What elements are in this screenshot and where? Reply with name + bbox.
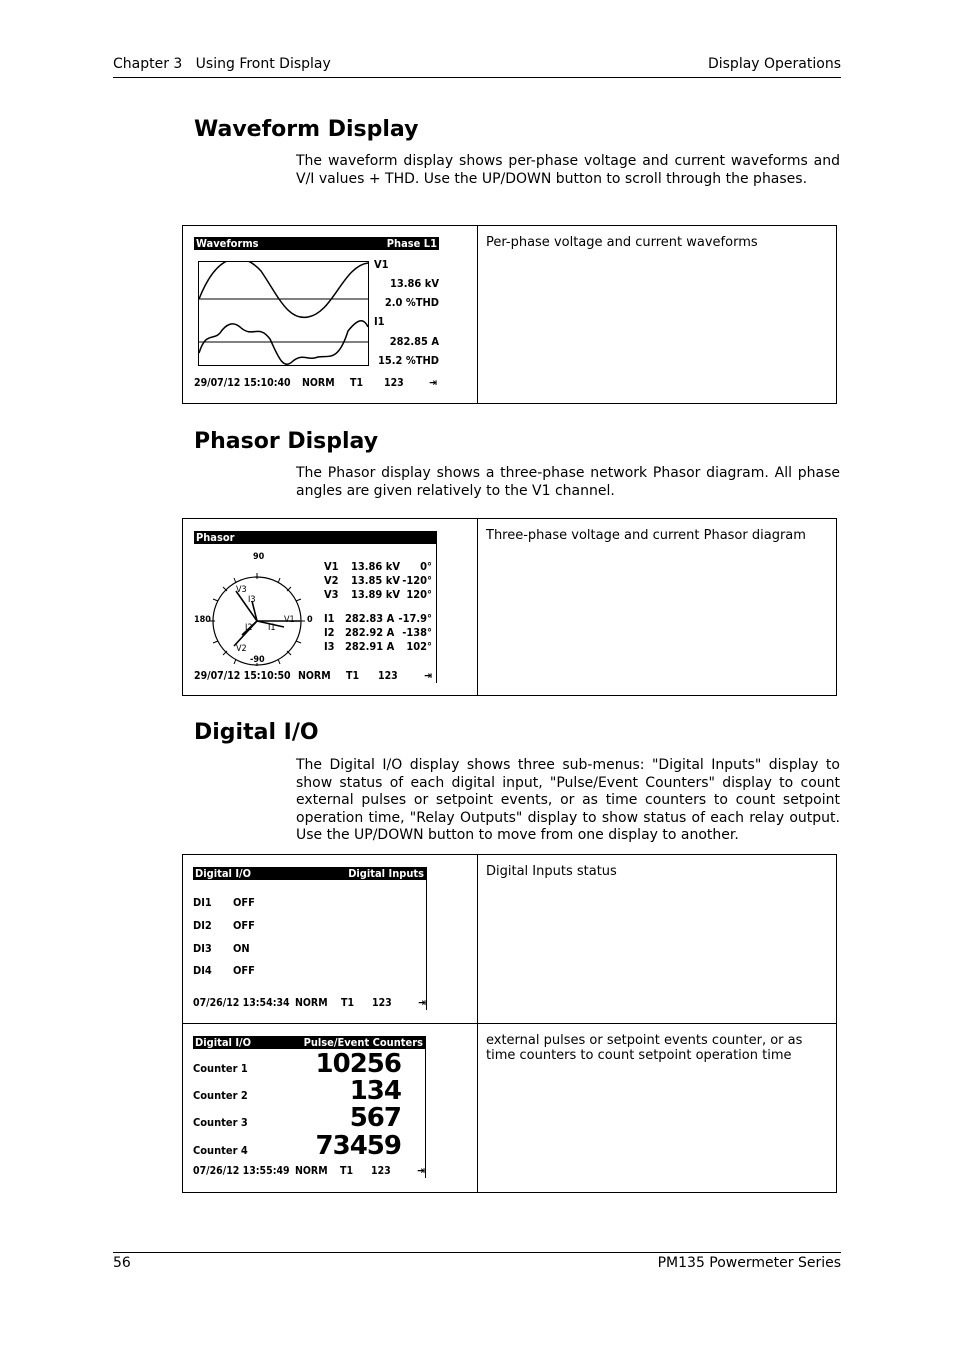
row-angle: 102° xyxy=(406,640,432,653)
screen-title-right: Pulse/Event Counters xyxy=(303,1036,423,1049)
screen-title: Phasor xyxy=(196,531,235,544)
counter-name: Counter 2 xyxy=(193,1089,248,1102)
section-label: Display Operations xyxy=(707,56,841,72)
digital-inputs-screen xyxy=(193,867,427,1010)
status-mode: NORM xyxy=(295,997,328,1009)
product-name: PM135 Powermeter Series xyxy=(657,1255,841,1271)
row-angle: 0° xyxy=(420,560,432,573)
status-datetime: 29/07/12 15:10:50 xyxy=(194,670,291,682)
screen-title: Digital I/O xyxy=(195,867,252,880)
counter-value: 567 xyxy=(349,1103,401,1133)
row-value: 13.86 kV xyxy=(351,560,400,573)
row-angle: -17.9° xyxy=(398,612,432,625)
digital-heading: Digital I/O xyxy=(194,720,319,745)
scroll-arrow-icon: ⇥ xyxy=(424,670,432,682)
di-state: OFF xyxy=(233,964,255,977)
waveform-screen xyxy=(194,237,439,390)
v2-vector-label: V2 xyxy=(236,644,247,654)
status-tariff: T1 xyxy=(341,997,355,1009)
row-angle: -120° xyxy=(402,574,432,587)
deg-minus-90-label: -90 xyxy=(250,655,265,665)
status-phase: 123 xyxy=(384,377,404,389)
i1-vector-label: I1 xyxy=(268,623,276,633)
waveform-figure-table xyxy=(182,225,837,404)
status-tariff: T1 xyxy=(350,377,364,389)
status-mode: NORM xyxy=(302,377,335,389)
row-name: I3 xyxy=(324,640,335,653)
row-name: V2 xyxy=(324,574,339,587)
screen-title-bar xyxy=(193,867,426,880)
row-name: V1 xyxy=(324,560,339,573)
phasor-image-cell xyxy=(183,519,478,696)
status-datetime: 07/26/12 13:54:34 xyxy=(193,997,290,1009)
chapter-label: Chapter 3 Using Front Display xyxy=(113,56,331,72)
row-angle: 120° xyxy=(406,588,432,601)
i-value: 282.85 A xyxy=(389,335,439,348)
status-bar xyxy=(194,376,439,390)
scroll-arrow-icon: ⇥ xyxy=(417,1165,425,1177)
screen-title: Digital I/O xyxy=(195,1036,252,1049)
counter-value: 134 xyxy=(349,1076,401,1106)
scroll-arrow-icon: ⇥ xyxy=(429,377,437,389)
status-datetime: 29/07/12 15:10:40 xyxy=(194,377,291,389)
screen-title-right: Phase L1 xyxy=(386,237,437,250)
phasor-diagram xyxy=(194,551,319,666)
phasor-figure-table xyxy=(182,518,837,696)
deg-0-label: 0 xyxy=(307,615,313,625)
screen-title-right: Digital Inputs xyxy=(348,867,424,880)
voltage-wave xyxy=(199,261,368,317)
counter-value: 73459 xyxy=(315,1131,401,1161)
screen-title-bar xyxy=(193,1036,425,1049)
status-mode: NORM xyxy=(298,670,331,682)
screen-title-bar xyxy=(194,531,436,544)
phasor-text: The Phasor display shows a three-phase network Phasor diagram. All phase angles are given relatively to the V1 channel. xyxy=(296,465,840,499)
waveform-heading: Waveform Display xyxy=(194,117,419,142)
row-value: 282.92 A xyxy=(345,626,395,639)
status-phase: 123 xyxy=(372,997,392,1009)
digital-inputs-caption: Digital Inputs status xyxy=(478,855,837,1024)
waveform-text: The waveform display shows per-phase voltage and current waveforms and V/I values + THD. Use the UP/DOWN button to scroll through the phases. xyxy=(296,153,840,187)
status-phase: 123 xyxy=(371,1165,391,1177)
phasor-screen xyxy=(194,531,437,683)
status-mode: NORM xyxy=(295,1165,328,1177)
waveform-caption: Per-phase voltage and current waveforms xyxy=(478,226,837,404)
di-state: OFF xyxy=(233,896,255,909)
phasor-heading: Phasor Display xyxy=(194,429,379,454)
counters-screen xyxy=(193,1036,426,1178)
status-tariff: T1 xyxy=(346,670,360,682)
counter-name: Counter 4 xyxy=(193,1144,248,1157)
phasor-caption: Three-phase voltage and current Phasor diagram xyxy=(478,519,837,696)
digital-text: The Digital I/O display shows three sub-menus: "Digital Inputs" display to show status of each digital input, "Pulse/Event Counters" display to count external pulses or setpoint events, or as time counters to count setpoint operation time, "Relay Outputs" display to show status of each relay output. Use the UP/DOWN button to move from one display to another. xyxy=(296,757,840,843)
counter-value: 10256 xyxy=(315,1049,401,1079)
di-state: ON xyxy=(233,942,250,955)
page-footer xyxy=(113,1252,841,1277)
waveform-plot xyxy=(198,261,373,371)
counter-name: Counter 1 xyxy=(193,1062,248,1075)
row-value: 282.91 A xyxy=(345,640,395,653)
di-name: DI2 xyxy=(193,919,212,932)
di-name: DI1 xyxy=(193,896,212,909)
di-name: DI3 xyxy=(193,942,212,955)
status-bar xyxy=(194,669,436,683)
counters-caption: external pulses or setpoint events counter, or as time counters to count setpoint operation time xyxy=(478,1024,837,1193)
di-name: DI4 xyxy=(193,964,212,977)
deg-180-label: 180 xyxy=(194,615,211,625)
digital-inputs-image-cell xyxy=(183,855,478,1024)
row-angle: -138° xyxy=(402,626,432,639)
page-header xyxy=(113,55,841,78)
status-bar xyxy=(193,1164,425,1178)
status-datetime: 07/26/12 13:55:49 xyxy=(193,1165,290,1177)
row-name: I2 xyxy=(324,626,335,639)
row-name: I1 xyxy=(324,612,335,625)
scroll-arrow-icon: ⇥ xyxy=(418,997,426,1009)
i3-vector-label: I3 xyxy=(248,595,256,605)
row-value: 13.89 kV xyxy=(351,588,400,601)
v-value: 13.86 kV xyxy=(390,277,439,290)
digital-figure-table xyxy=(182,854,837,1193)
row-name: V3 xyxy=(324,588,339,601)
i-thd: 15.2 %THD xyxy=(377,354,439,367)
row-value: 282.83 A xyxy=(345,612,395,625)
v3-vector-label: V3 xyxy=(236,585,247,595)
deg-90-label: 90 xyxy=(253,552,265,562)
waveform-image-cell xyxy=(183,226,478,404)
i2-vector-label: I2 xyxy=(245,623,253,633)
screen-title-bar xyxy=(194,237,439,250)
status-bar xyxy=(193,996,426,1010)
di-state: OFF xyxy=(233,919,255,932)
status-tariff: T1 xyxy=(340,1165,354,1177)
row-value: 13.85 kV xyxy=(351,574,400,587)
i-label: I1 xyxy=(374,315,385,328)
v-thd: 2.0 %THD xyxy=(384,296,439,309)
screen-title: Waveforms xyxy=(196,237,259,250)
v1-vector-label: V1 xyxy=(284,615,295,625)
counters-image-cell xyxy=(183,1024,478,1193)
v-label: V1 xyxy=(374,258,389,271)
counter-name: Counter 3 xyxy=(193,1116,248,1129)
page-number: 56 xyxy=(113,1255,131,1271)
status-phase: 123 xyxy=(378,670,398,682)
